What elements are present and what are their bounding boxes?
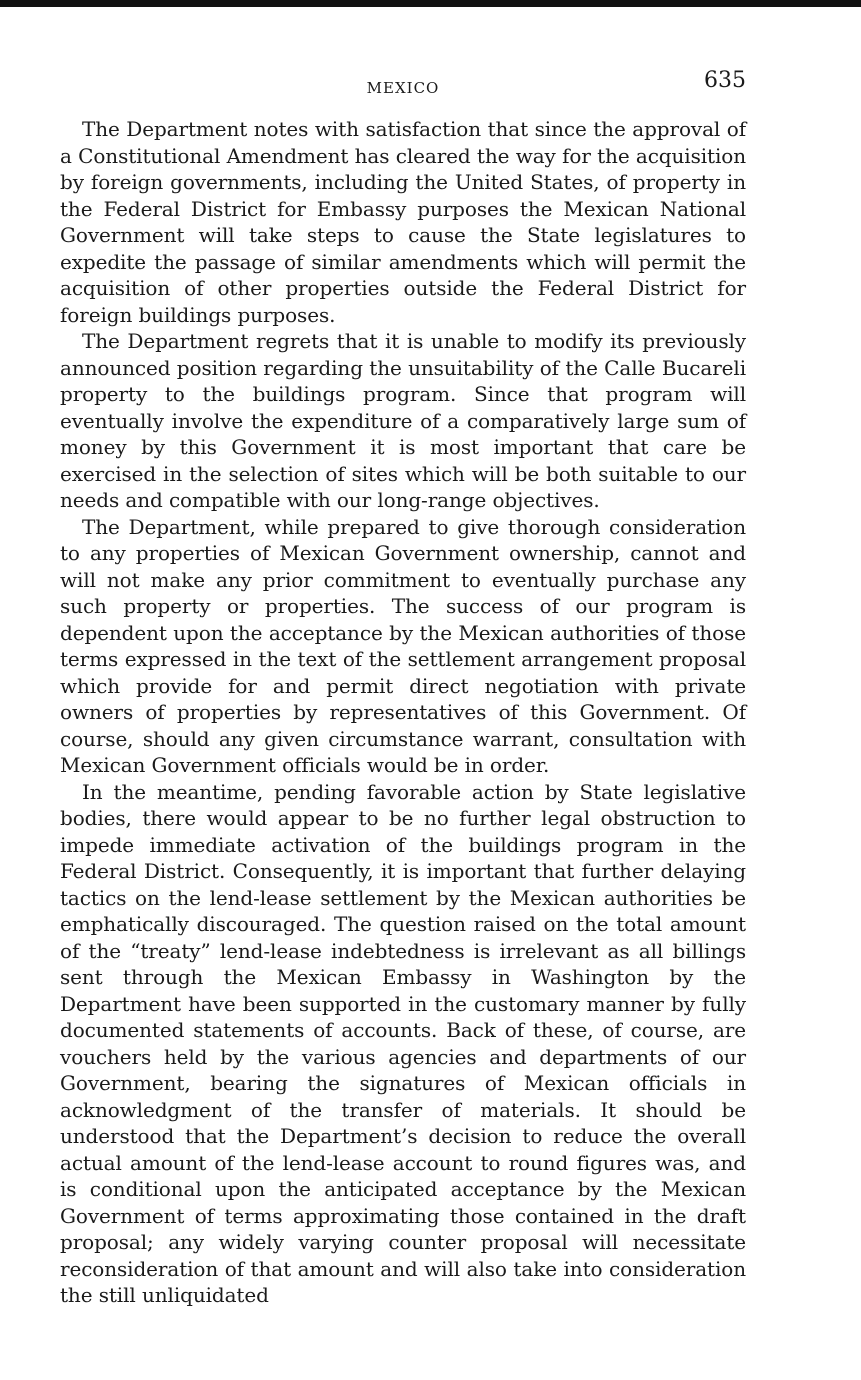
page-number: 635	[704, 68, 746, 93]
top-border-rule	[0, 0, 861, 7]
paragraph-calle-bucareli: The Department regrets that it is unable to modify its previously announced position regarding the unsuitability of the Calle Bucareli property to the buildings program. Since that program will eventually involve the expenditure of a comparatively large sum of money by this Government it is most important that care be exercised in the selection of sites which will be both suitable to our needs and compatible with our long-range objectives.	[60, 329, 746, 512]
page-header	[60, 64, 746, 104]
paragraph-embassy-property: The Department notes with satisfaction that since the approval of a Constitutional Amendment has cleared the way for the acquisition by foreign governments, including the United States, of property in the Federal District for Embassy purposes the Mexican National Government will take steps to cause the State legislatures to expedite the passage of similar amendments which will permit the acquisition of other properties outside the Federal District for foreign buildings purposes.	[60, 117, 746, 327]
running-title: MEXICO	[366, 79, 440, 97]
body-text	[60, 116, 746, 1309]
paragraph-government-properties: The Department, while prepared to give thorough consideration to any properties of Mexican Government ownership, cannot and will not make any prior commitment to eventually purchase any such property or properties. The success of our program is dependent upon the acceptance by the Mexican authorities of those terms expressed in the text of the settlement arrangement proposal which provide for and permit direct negotiation with private owners of properties by representatives of this Government. Of course, should any given circumstance warrant, consultation with Mexican Government officials would be in order.	[60, 514, 746, 777]
paragraph-lend-lease-settlement: In the meantime, pending favorable action by State legislative bodies, there would appear to be no further legal obstruction to impede immediate activation of the buildings program in the Federal District. Consequently, it is important that further delaying tactics on the lend-lease settlement by the Mexican authorities be emphatically discouraged. The question raised on the total amount of the “treaty” lend-lease indebtedness is irrelevant as all billings sent through the Mexican Embassy in Washington by the Department have been supported in the customary manner by fully documented statements of accounts. Back of these, of course, are vouchers held by the various agencies and departments of our Government, bearing the signatures of Mexican officials in acknowledgment of the transfer of materials. It should be understood that the Department’s decision to reduce the overall actual amount of the lend-lease account to round figures was, and is conditional upon the anticipated acceptance by the Mexican Government of terms approximating those contained in the draft proposal; any widely varying counter proposal will necessitate reconsideration of that amount and will also take into consideration the still unliquidated	[60, 779, 746, 1307]
